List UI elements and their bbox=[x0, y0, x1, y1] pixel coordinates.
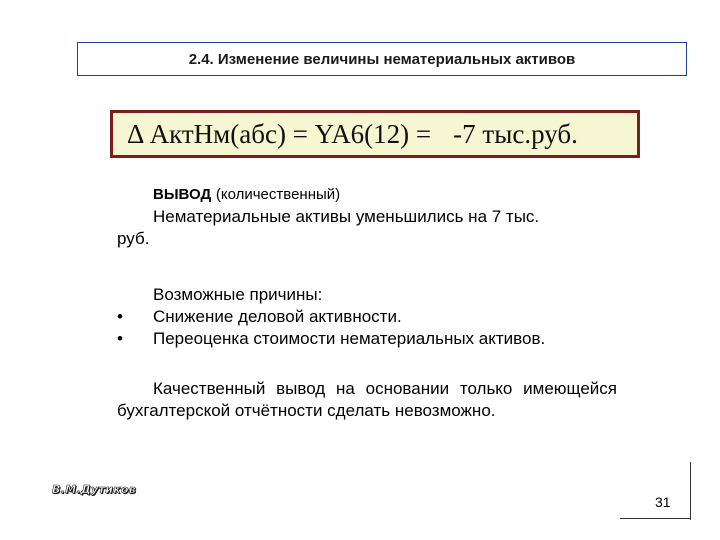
corner-divider-horizontal bbox=[620, 518, 691, 519]
author-signature: В.М.Дутиков bbox=[52, 483, 137, 496]
bullet-icon: • bbox=[117, 307, 123, 326]
quantitative-conclusion bbox=[117, 183, 617, 250]
formula-expression: Δ АктНм(абс) = YA6(12) = bbox=[127, 118, 432, 149]
reason-item bbox=[117, 328, 617, 350]
reason-text: Переоценка стоимости нематериальных активов. bbox=[153, 329, 546, 348]
qualitative-conclusion: Качественный вывод на основании только имеющейся бухгалтерской отчётности сделать невозможно. bbox=[117, 379, 617, 420]
conclusion-heading-note: (количественный) bbox=[215, 186, 341, 203]
corner-divider-vertical bbox=[690, 462, 691, 520]
conclusion-line-2: руб. bbox=[117, 229, 150, 248]
conclusion-heading: ВЫВОД bbox=[153, 186, 212, 203]
conclusion-line-1: Нематериальные активы уменьшились на 7 тыс. bbox=[153, 207, 540, 226]
possible-reasons bbox=[117, 284, 617, 350]
bullet-icon: • bbox=[117, 329, 123, 348]
formula-value: -7 тыс.руб. bbox=[453, 118, 578, 149]
reasons-intro: Возможные причины: bbox=[153, 285, 323, 304]
page-number: 31 bbox=[655, 494, 671, 510]
formula-box bbox=[110, 110, 640, 158]
slide-title bbox=[77, 42, 687, 76]
slide-title-text: 2.4. Изменение величины нематериальных активов bbox=[188, 50, 576, 68]
reason-item bbox=[117, 306, 617, 328]
reason-text: Снижение деловой активности. bbox=[153, 307, 402, 326]
